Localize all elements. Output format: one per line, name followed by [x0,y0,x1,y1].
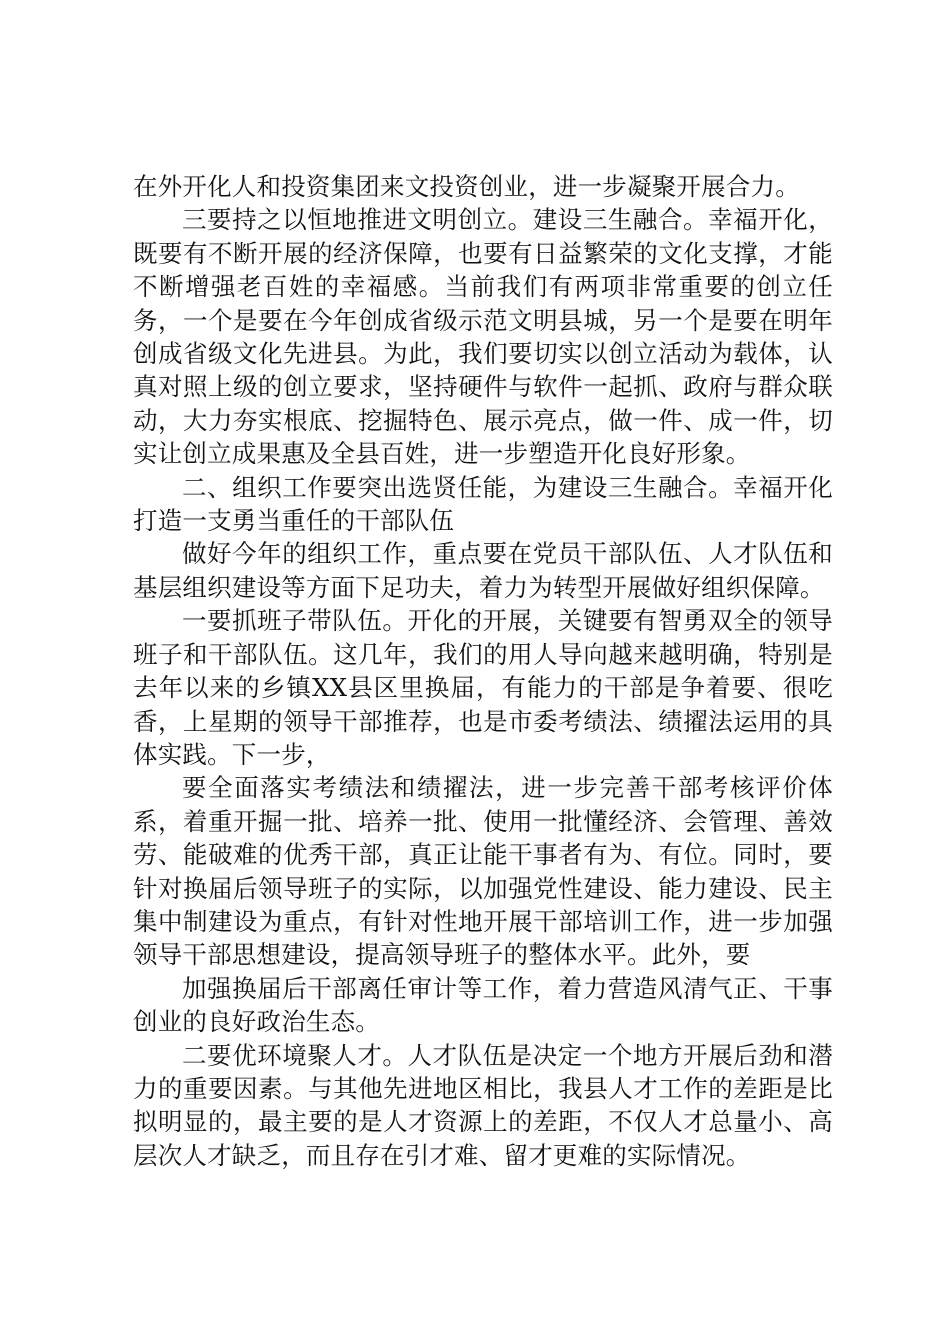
paragraph-8: 二要优环境聚人才。人才队伍是决定一个地方开展后劲和潜力的重要因素。与其他先进地区相比，我县人才工作的差距是比拟明显的，最主要的是人才资源上的差距，不仅人才总量小、高层次人才缺乏，而且存在引才难、留才更难的实际情况。 [133,1040,833,1170]
paragraph-2: 三要持之以恒地推进文明创立。建设三生融合。幸福开化，既要有不断开展的经济保障，也要有日益繁荣的文化支撑，才能不断增强老百姓的幸福感。当前我们有两项非常重要的创立任务，一个是要在今年创成省级示范文明县城，另一个是要在明年创成省级文化先进县。为此，我们要切实以创立活动为载体，认真对照上级的创立要求，坚持硬件与软件一起抓、政府与群众联动，大力夯实根底、挖掘特色、展示亮点，做一件、成一件，切实让创立成果惠及全县百姓，进一步塑造开化良好形象。 [133,205,833,469]
paragraph-5: 一要抓班子带队伍。开化的开展，关键要有智勇双全的领导班子和干部队伍。这几年，我们的用人导向越来越明确，特别是去年以来的乡镇XX县区里换届，有能力的干部是争着要、很吃香，上星期的领导干部推荐，也是市委考绩法、绩擢法运用的具体实践。下一步， [133,606,833,769]
paragraph-4: 做好今年的组织工作，重点要在党员干部队伍、人才队伍和基层组织建设等方面下足功夫，着力为转型开展做好组织保障。 [133,539,833,602]
section-heading: 二、组织工作要突出选贤任能，为建设三生融合。幸福开化打造一支勇当重任的干部队伍 [133,472,833,536]
paragraph-6: 要全面落实考绩法和绩擢法，进一步完善干部考核评价体系，着重开掘一批、培养一批、使用一批懂经济、会管理、善效劳、能破难的优秀干部，真正让能干事者有为、有位。同时，要针对换届后领导班子的实际，以加强党性建设、能力建设、民主集中制建设为重点，有针对性地开展干部培训工作，进一步加强领导干部思想建设，提高领导班子的整体水平。此外，要 [133,773,833,970]
paragraph-1: 在外开化人和投资集团来文投资创业，进一步凝聚开展合力。 [133,172,800,201]
paragraph-7: 加强换届后干部离任审计等工作，着力营造风清气正、干事创业的良好政治生态。 [133,973,833,1037]
document-body [133,170,833,1172]
